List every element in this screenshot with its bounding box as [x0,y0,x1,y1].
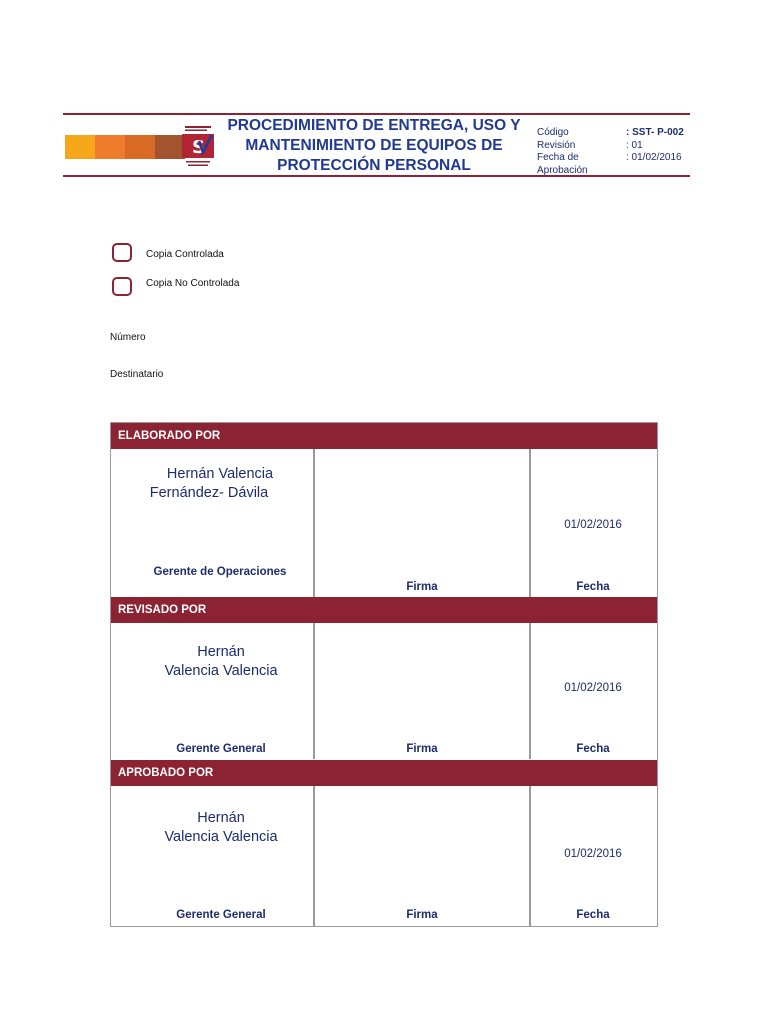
title-line: PROTECCIÓN PERSONAL [277,157,471,174]
sign-date: 01/02/2016 [564,682,622,694]
person-name [120,465,320,503]
meta-label: Revisión [537,139,576,151]
color-bar [95,135,125,159]
sign-date: 01/02/2016 [564,519,622,531]
person-role: Gerente de Operaciones [153,566,287,578]
name-line: Fernández- Dávila [149,485,269,501]
svg-text:S: S [192,137,205,158]
meta-code [537,127,684,140]
name-line: Hernán [197,644,245,660]
signature-label: Firma [406,909,438,921]
color-bar [125,135,155,159]
section-heading-reviewed: REVISADO POR [111,597,657,623]
name-line: Valencia Valencia [164,829,278,845]
date-label: Fecha [576,743,610,755]
meta-approval-date [537,152,684,177]
recipient-field-label: Destinatario [110,369,164,380]
header-bottom-rule [63,175,690,177]
document-title [225,116,523,176]
uncontrolled-copy-label: Copia No Controlada [146,278,240,289]
name-line: Valencia Valencia [164,663,278,679]
title-line: PROCEDIMIENTO DE ENTREGA, USO Y [227,117,521,134]
name-line: Hernán [197,810,245,826]
signature-label: Firma [406,581,438,593]
sign-date: 01/02/2016 [564,848,622,860]
number-field-label: Número [110,332,146,343]
meta-value: : SST- P-002 [626,127,684,138]
controlled-copy-label: Copia Controlada [146,249,224,260]
section-heading-elaborated: ELABORADO POR [111,423,657,449]
name-line: Hernán Valencia [166,466,274,482]
meta-label: Código [537,127,569,138]
color-bars [65,135,185,159]
person-name [112,643,330,681]
person-name [112,809,330,847]
color-bar [65,135,95,159]
signature-label: Firma [406,743,438,755]
meta-label: Fecha de Aprobación [537,152,588,176]
column-divider [313,786,315,926]
date-label: Fecha [576,909,610,921]
header-top-rule [63,113,690,115]
section-heading-approved: APROBADO POR [111,760,657,786]
date-label: Fecha [576,581,610,593]
uncontrolled-copy-checkbox[interactable] [112,277,132,296]
meta-value: : 01 [626,139,643,151]
title-line: MANTENIMIENTO DE EQUIPOS DE [245,137,503,154]
controlled-copy-checkbox[interactable] [112,243,132,262]
document-metadata [537,127,684,177]
company-logo [182,125,214,169]
person-role: Gerente General [176,743,266,755]
meta-revision [537,140,684,153]
person-role: Gerente General [176,909,266,921]
meta-value: : 01/02/2016 [626,152,682,163]
color-bar [155,135,185,159]
